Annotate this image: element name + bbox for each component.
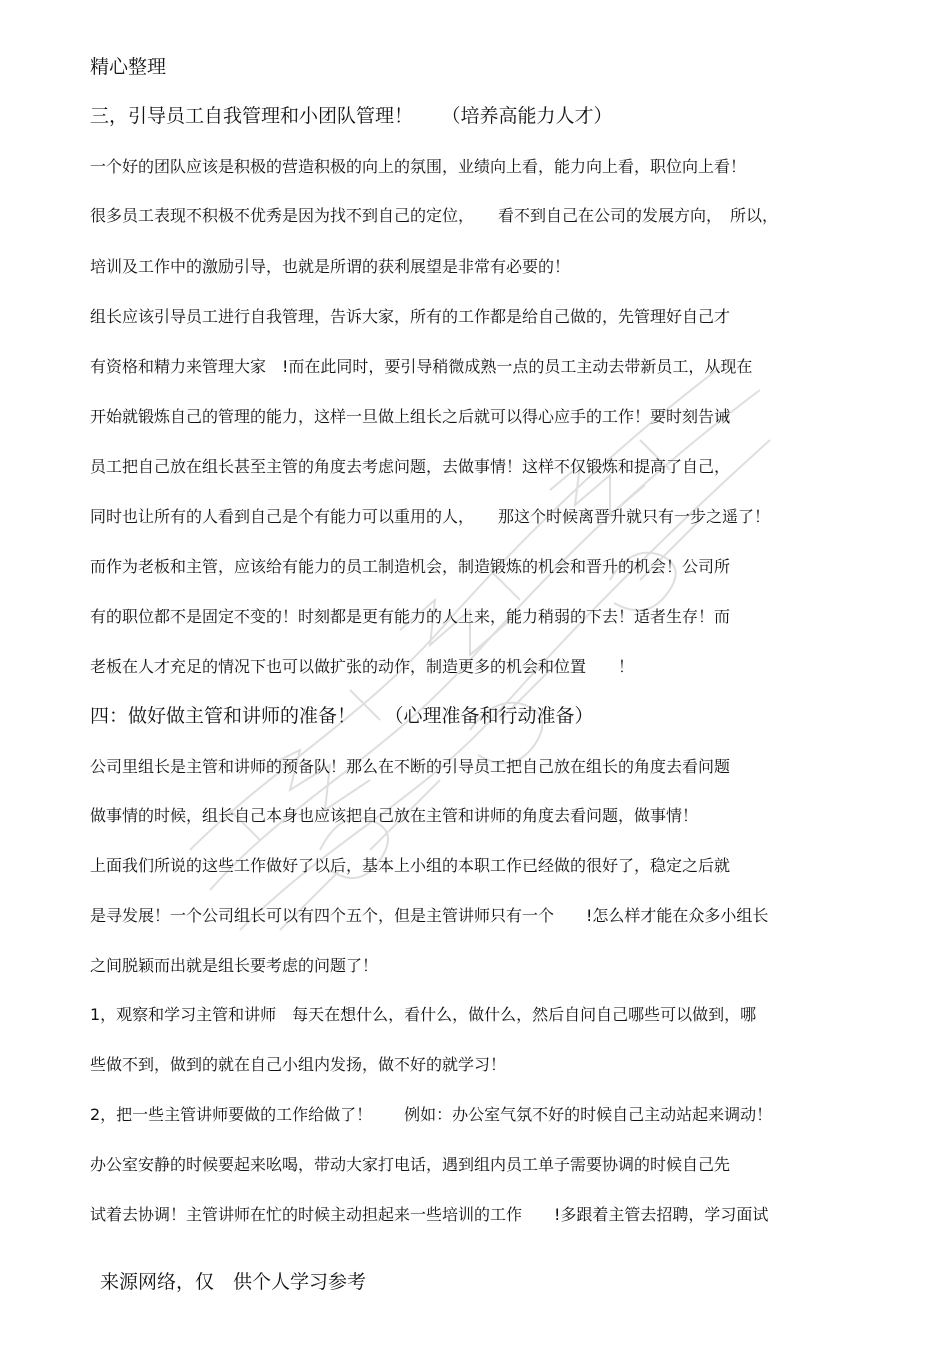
paragraph-line: 开始就锻炼自己的管理的能力，这样一旦做上组长之后就可以得心应手的工作！要时刻告诫: [90, 407, 731, 426]
paragraph-line: 有的职位都不是固定不变的！时刻都是更有能力的人上来，能力稍弱的下去！适者生存！而: [90, 607, 731, 626]
paragraph-line: 之间脱颖而出就是组长要考虑的问题了！: [90, 956, 379, 975]
paragraph-line: 办公室安静的时候要起来吆喝，带动大家打电话，遇到组内员工单子需要协调的时候自己先: [90, 1155, 731, 1174]
paragraph-line: 组长应该引导员工进行自我管理，告诉大家，所有的工作都是给自己做的，先管理好自己才: [90, 307, 731, 326]
paragraph-line: 培训及工作中的激励引导，也就是所谓的获利展望是非常有必要的！: [90, 257, 571, 276]
paragraph-line: 2，把一些主管讲师要做的工作给做了！ 例如：办公室气氛不好的时候自己主动站起来调动！: [90, 1105, 773, 1124]
footer-source-note: 来源网络，仅 供个人学习参考: [100, 1271, 367, 1293]
paragraph-line: 员工把自己放在组长甚至主管的角度去考虑问题，去做事情！这样不仅锻炼和提高了自己，: [90, 457, 731, 476]
paragraph-line: 而作为老板和主管，应该给有能力的员工制造机会，制造锻炼的机会和晋升的机会！公司所: [90, 557, 731, 576]
paragraph-line: 公司里组长是主管和讲师的预备队！那么在不断的引导员工把自己放在组长的角度去看问题: [90, 757, 731, 776]
paragraph-line: 很多员工表现不积极不优秀是因为找不到自己的定位， 看不到自己在公司的发展方向， 所以，: [90, 206, 779, 225]
paragraph-line: 做事情的时候，组长自己本身也应该把自己放在主管和讲师的角度去看问题，做事情！: [90, 806, 699, 825]
paragraph-line: 同时也让所有的人看到自己是个有能力可以重用的人， 那这个时候离晋升就只有一步之遥了！: [90, 507, 771, 526]
paragraph-line: 1，观察和学习主管和讲师 每天在想什么，看什么，做什么，然后自问自己哪些可以做到，哪: [90, 1005, 757, 1024]
paragraph-line: 些做不到，做到的就在自己小组内发扬，做不好的就学习！: [90, 1055, 507, 1074]
paragraph-line: 老板在人才充足的情况下也可以做扩张的动作，制造更多的机会和位置 ！: [90, 657, 635, 676]
section-heading-three: 三，引导员工自我管理和小团队管理！ （培养高能力人才）: [90, 105, 613, 127]
paragraph-line: 试着去协调！主管讲师在忙的时候主动担起来一些培训的工作 !多跟着主管去招聘，学习面试: [90, 1205, 769, 1224]
paragraph-line: 上面我们所说的这些工作做好了以后，基本上小组的本职工作已经做的很好了，稳定之后就: [90, 856, 731, 875]
document-header-label: 精心整理: [90, 56, 167, 78]
section-heading-four: 四：做好做主管和讲师的准备！ （心理准备和行动准备）: [90, 705, 594, 727]
paragraph-line: 一个好的团队应该是积极的营造积极的向上的氛围，业绩向上看，能力向上看，职位向上看！: [90, 157, 747, 176]
paragraph-line: 是寻发展！一个公司组长可以有四个五个，但是主管讲师只有一个 !怎么样才能在众多小组长: [90, 906, 769, 925]
paragraph-line: 有资格和精力来管理大家 !而在此同时，要引导稍微成熟一点的员工主动去带新员工，从现在: [90, 357, 753, 376]
